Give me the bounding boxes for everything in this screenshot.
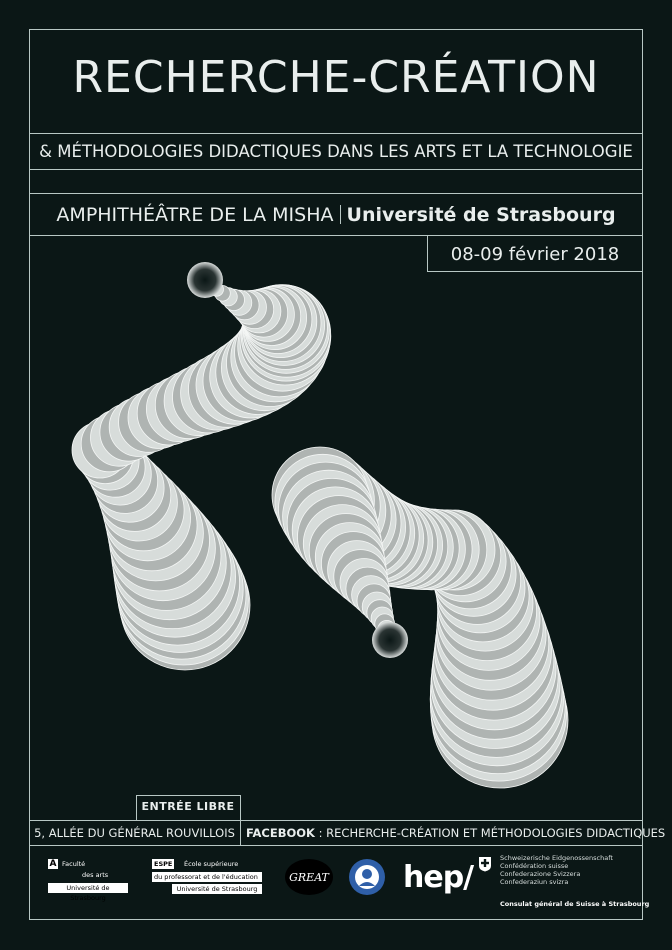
venue-separator: [340, 205, 341, 224]
swiss-lines: [500, 854, 613, 886]
facebook-label: FACEBOOK: [246, 826, 315, 840]
swiss-confederation-logo: [478, 854, 650, 914]
faculte-line3: Université de Strasbourg: [48, 883, 128, 893]
poster-title: RECHERCHE-CRÉATION: [72, 52, 600, 103]
divider: [136, 795, 240, 796]
venue: [29, 204, 643, 226]
swiss-line: Schweizerische Eidgenossenschaft: [500, 854, 613, 862]
swiss-line: Confederaziun svizra: [500, 878, 569, 886]
event-date: 08-09 février 2018: [450, 244, 620, 265]
facebook-line: [246, 826, 665, 840]
venue-place: AMPHITHÉÂTRE DE LA MISHA: [56, 204, 334, 226]
poster-subtitle: & MÉTHODOLOGIES DIDACTIQUES DANS LES ARTS ET LA TECHNOLOGIE: [39, 142, 633, 161]
espe-logo: [152, 859, 262, 895]
faculte-box-letter: A: [49, 859, 57, 869]
faculte-line1: Faculté: [62, 860, 86, 868]
divider: [29, 820, 643, 821]
swiss-cross-icon: [478, 856, 492, 872]
ring-shape-right: [272, 447, 568, 788]
facebook-text: : RECHERCHE-CRÉATION ET MÉTHODOLOGIES DIDACTIQUES: [314, 826, 666, 840]
great-logo: [284, 858, 334, 896]
ring-hole: [372, 622, 408, 658]
espe-line2: du professorat et de l'éducation: [152, 872, 262, 882]
espe-line3: Université de Strasbourg: [172, 884, 262, 894]
divider: [29, 169, 643, 170]
faculte-des-arts-logo: [48, 859, 128, 902]
swiss-consulat: Consulat général de Suisse à Strasbourg: [500, 900, 650, 908]
swiss-line: Confederazione Svizzera: [500, 870, 581, 878]
address: 5, ALLÉE DU GÉNÉRAL ROUVILLOIS: [34, 826, 235, 840]
rings-artwork: [60, 250, 620, 810]
hep-logo: hep/: [403, 860, 474, 895]
espe-tag: ESPE: [154, 860, 173, 868]
divider: [29, 133, 643, 134]
ring-hole: [187, 262, 223, 298]
great-logo-text: GREAT: [289, 871, 329, 884]
espe-line1: École supérieure: [184, 860, 239, 868]
divider: [29, 193, 643, 194]
divider: [29, 235, 643, 236]
divider: [29, 845, 643, 846]
seal-logo: [348, 858, 386, 896]
swiss-line: Confédération suisse: [500, 862, 569, 870]
faculte-line2: des arts: [82, 871, 109, 879]
venue-university: Université de Strasbourg: [346, 204, 616, 226]
entree-libre: ENTRÉE LIBRE: [141, 800, 235, 813]
